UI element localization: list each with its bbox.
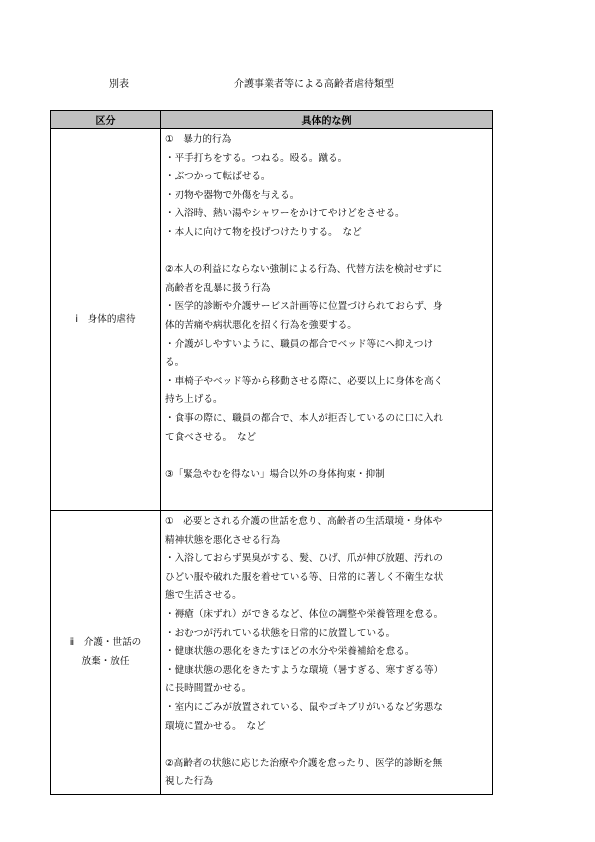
category-label: ⅱ 介護・世話の xyxy=(69,637,142,649)
example-line: ・健康状態の悪化をきたすような環境（暑すぎる、寒すぎる等） xyxy=(165,664,444,676)
example-line: ・ぶつかって転ばせる。 xyxy=(165,171,271,183)
example-line: ②本人の利益にならない強制による行為、代替方法を検討せずに xyxy=(165,264,443,276)
category-label: 放棄・放任 xyxy=(81,656,130,668)
table-header-row xyxy=(51,111,493,129)
example-line: ・入浴しておらず異臭がする、髪、ひげ、爪が伸び放題、汚れの xyxy=(165,553,443,565)
example-line: ・室内にごみが放置されている、鼠やゴキブリがいるなど劣悪な xyxy=(165,701,443,713)
example-line: ・介護がしやすいように、職員の都合でベッド等にへ抑えつけ xyxy=(165,338,434,350)
example-line: ・平手打ちをする。つねる。殴る。蹴る。 xyxy=(165,152,348,164)
example-line: る。 xyxy=(165,357,185,369)
example-line: 高齢者を乱暴に扱う行為 xyxy=(165,282,271,294)
example-line: ・褥瘡（床ずれ）ができるなど、体位の調整や栄養管理を怠る。 xyxy=(165,608,444,620)
example-line: 環境に置かせる。 など xyxy=(165,720,266,732)
example-line: ・刃物や器物で外傷を与える。 xyxy=(165,189,300,201)
table-row xyxy=(51,511,493,795)
example-line: ③「緊急やむを得ない」場合以外の身体拘束・抑制 xyxy=(165,468,385,480)
example-line: ・おむつが汚れている状態を日常的に放置している。 xyxy=(165,627,396,639)
example-line: ・車椅子やベッド等から移動させる際に、必要以上に身体を高く xyxy=(165,375,444,387)
example-line: ・医学的診断や介護サービス計画等に位置づけられておらず、身 xyxy=(165,301,443,313)
document-title: 介護事業者等による高齢者虐待類型 xyxy=(234,79,394,90)
example-line: ひどい服や破れた服を着せている等、日常的に著しく不衛生な状 xyxy=(165,571,444,583)
example-line: 精神状態を悪化させる行為 xyxy=(165,534,281,546)
example-line: ・食事の際に、職員の都合で、本人が拒否しているのに口に入れ xyxy=(165,412,444,424)
example-line: ②高齢者の状態に応じた治療や介護を怠ったり、医学的診断を無 xyxy=(165,757,443,769)
category-cell xyxy=(51,511,161,795)
example-line: ・健康状態の悪化をきたすほどの水分や栄養補給を怠る。 xyxy=(165,646,415,658)
annex-label: 別表 xyxy=(109,79,129,90)
blank-line xyxy=(165,736,489,755)
column-header-examples: 具体的な例 xyxy=(161,111,493,129)
example-line: ・本人に向けて物を投げつけたりする。 など xyxy=(165,226,362,238)
example-line: 態で生活させる。 xyxy=(165,590,242,602)
table-row xyxy=(51,129,493,511)
blank-line xyxy=(165,243,489,262)
example-line: て食べさせる。 など xyxy=(165,431,257,443)
abuse-type-table xyxy=(50,110,493,795)
example-line: 持ち上げる。 xyxy=(165,394,223,406)
column-header-category: 区分 xyxy=(51,111,161,129)
examples-cell xyxy=(161,511,493,795)
examples-cell xyxy=(161,129,493,511)
example-line: 視した行為 xyxy=(165,776,213,788)
blank-line xyxy=(165,447,489,466)
category-cell xyxy=(51,129,161,511)
example-line: に長時間置かせる。 xyxy=(165,683,252,695)
example-line: ・入浴時、熱い湯やシャワーをかけてやけどをさせる。 xyxy=(165,208,405,220)
category-label: ⅰ 身体的虐待 xyxy=(75,314,136,325)
example-line: ① 必要とされる介護の世話を怠り、高齢者の生活環境・身体や xyxy=(165,516,443,527)
example-line: 体的苦痛や病状悪化を招く行為を強要する。 xyxy=(165,319,357,331)
example-line: ① 暴力的行為 xyxy=(165,134,232,145)
